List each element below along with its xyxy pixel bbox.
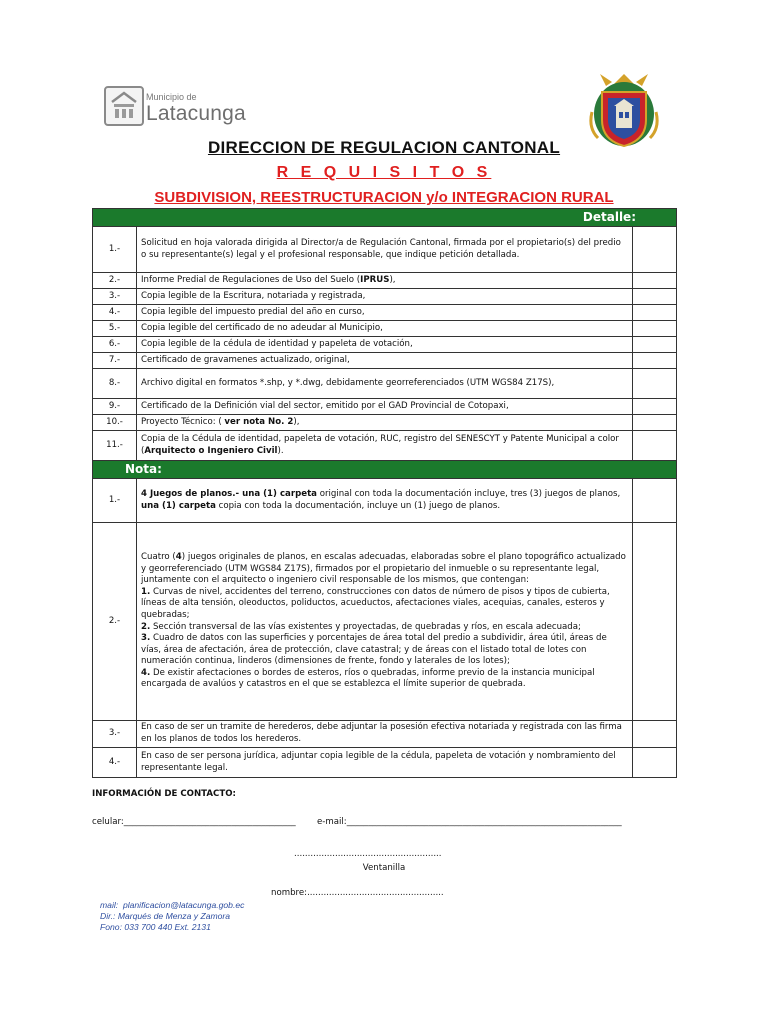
note-text: En caso de ser persona jurídica, adjuntar copia legible de la cédula, papeleta de votación y nombramiento del representante legal.	[137, 748, 633, 778]
requirement-text: Copia legible del certificado de no adeudar al Municipio,	[137, 321, 633, 337]
detail-header: Detalle:	[93, 209, 677, 227]
table-row	[93, 415, 677, 431]
footer-phone: Fono: 033 700 440 Ext. 2131	[100, 922, 211, 932]
requirement-text: Solicitud en hoja valorada dirigida al Director/a de Regulación Cantonal, firmada por el propietario(s) del predio o su representante(s) legal y el profesional responsable, que indique petición detallada.	[137, 227, 633, 273]
note-text: Cuatro (4) juegos originales de planos, en escalas adecuadas, elaboradas sobre el plano topográfico actualizado y georreferenciado (UTM WGS84 Z17S), firmados por el propietario del inmueble o su representante legal, juntamente con el arquitecto o ingeniero civil responsable de los mismos, que contengan: 1. Curvas de nivel, accidentes del terreno, construcciones con datos de número de pisos y tipos de cubierta, líneas de alta tensión, oleoductos, poliductos, acueductos, afectaciones viales, acequias, canales, esteros y quebradas; 2. Sección transversal de las vías existentes y proyectadas, de quebradas y ríos, en escala adecuada; 3. Cuadro de datos con las superficies y porcentajes de área total del predio a subdividir, área útil, áreas de vías, área de afectación, área de protección, clave catastral; y de áreas con el listado total de lotes con numeración continua, linderos (dimensiones de frente, fondo y laterales de los lotes); 4. De existir afectaciones o bordes de esteros, ríos o quebradas, informe previo de la instancia municipal encargada de avalúos y catastros en el que se establezca el límite superior de quebrada.	[137, 523, 633, 721]
procedure-subtitle: SUBDIVISION, REESTRUCTURACION y/o INTEGRACION RURAL	[154, 189, 614, 206]
requirements-heading: R E Q U I S I T O S	[276, 164, 492, 181]
check-cell[interactable]	[633, 227, 677, 273]
row-number: 6.-	[93, 337, 137, 353]
table-row	[93, 273, 677, 289]
note-header-row	[93, 461, 677, 479]
table-row	[93, 305, 677, 321]
check-cell[interactable]	[633, 369, 677, 399]
logo-emblem-icon	[104, 86, 144, 126]
email-label: e-mail:	[317, 817, 347, 827]
table-row	[93, 289, 677, 305]
detail-header-row	[93, 209, 677, 227]
email-line: ________________________________________________________________	[346, 817, 622, 827]
nombre-label: nombre:	[271, 888, 308, 898]
check-cell[interactable]	[633, 721, 677, 748]
requirements-table	[92, 208, 677, 778]
municipio-logo	[104, 86, 246, 130]
table-row	[93, 399, 677, 415]
check-cell[interactable]	[633, 321, 677, 337]
footer-address: Dir.: Marqués de Menza y Zamora	[100, 911, 231, 921]
celular-line: ________________________________________	[123, 817, 296, 827]
check-cell[interactable]	[633, 479, 677, 523]
logo-small-text: Municipio de	[146, 92, 197, 102]
check-cell[interactable]	[633, 305, 677, 321]
row-number: 3.-	[93, 721, 137, 748]
contact-title: INFORMACIÓN DE CONTACTO:	[92, 789, 236, 799]
table-row	[93, 748, 677, 778]
requirement-text: Proyecto Técnico: ( ver nota No. 2),	[137, 415, 633, 431]
ventanilla-label: Ventanilla	[362, 863, 406, 873]
row-number: 7.-	[93, 353, 137, 369]
row-number: 2.-	[93, 523, 137, 721]
table-row	[93, 479, 677, 523]
check-cell[interactable]	[633, 353, 677, 369]
check-cell[interactable]	[633, 431, 677, 461]
email-field[interactable]	[317, 817, 622, 827]
check-cell[interactable]	[633, 748, 677, 778]
check-cell[interactable]	[633, 523, 677, 721]
row-number: 4.-	[93, 748, 137, 778]
row-number: 1.-	[93, 479, 137, 523]
table-row	[93, 353, 677, 369]
table-row	[93, 431, 677, 461]
row-number: 5.-	[93, 321, 137, 337]
mail-link[interactable]: planificacion@latacunga.gob.ec	[122, 900, 245, 910]
requirement-text: Archivo digital en formatos *.shp, y *.dwg, debidamente georreferenciados (UTM WGS84 Z17S),	[137, 369, 633, 399]
row-number: 3.-	[93, 289, 137, 305]
requirement-text: Certificado de gravamenes actualizado, original,	[137, 353, 633, 369]
table-row	[93, 721, 677, 748]
page-title: DIRECCION DE REGULACION CANTONAL	[207, 138, 561, 157]
requirement-text: Informe Predial de Regulaciones de Uso del Suelo (IPRUS),	[137, 273, 633, 289]
celular-field[interactable]	[92, 817, 296, 827]
table-row	[93, 369, 677, 399]
check-cell[interactable]	[633, 415, 677, 431]
ventanilla-signature-line: ......................................................	[294, 849, 442, 859]
note-text: En caso de ser un tramite de herederos, debe adjuntar la posesión efectiva notariada y registrada con las firma en los planos de todos los herederos.	[137, 721, 633, 748]
logo-name: Latacunga	[146, 102, 246, 125]
row-number: 4.-	[93, 305, 137, 321]
table-row	[93, 227, 677, 273]
nombre-line: ..................................................	[307, 888, 444, 898]
celular-label: celular:	[92, 817, 124, 827]
check-cell[interactable]	[633, 289, 677, 305]
row-number: 10.-	[93, 415, 137, 431]
check-cell[interactable]	[633, 399, 677, 415]
row-number: 2.-	[93, 273, 137, 289]
row-number: 11.-	[93, 431, 137, 461]
row-number: 1.-	[93, 227, 137, 273]
table-row	[93, 337, 677, 353]
row-number: 9.-	[93, 399, 137, 415]
check-cell[interactable]	[633, 337, 677, 353]
row-number: 8.-	[93, 369, 137, 399]
requirement-text: Certificado de la Definición vial del sector, emitido por el GAD Provincial de Cotopaxi,	[137, 399, 633, 415]
nombre-field[interactable]	[271, 888, 444, 898]
note-text: 4 Juegos de planos.- una (1) carpeta original con toda la documentación incluye, tres (3) juegos de planos, una (1) carpeta copia con toda la documentación, incluye un (1) juego de planos.	[137, 479, 633, 523]
requirement-text: Copia legible de la cédula de identidad y papeleta de votación,	[137, 337, 633, 353]
table-row	[93, 321, 677, 337]
table-row	[93, 523, 677, 721]
requirement-text: Copia legible del impuesto predial del año en curso,	[137, 305, 633, 321]
footer-mail	[100, 900, 244, 910]
check-cell[interactable]	[633, 273, 677, 289]
requirement-text: Copia legible de la Escritura, notariada y registrada,	[137, 289, 633, 305]
requirement-text: Copia de la Cédula de identidad, papeleta de votación, RUC, registro del SENESCYT y Patente Municipal a color (Arquitecto o Ingeniero Civil).	[137, 431, 633, 461]
note-header: Nota:	[93, 461, 677, 479]
mail-label: mail:	[100, 900, 119, 910]
